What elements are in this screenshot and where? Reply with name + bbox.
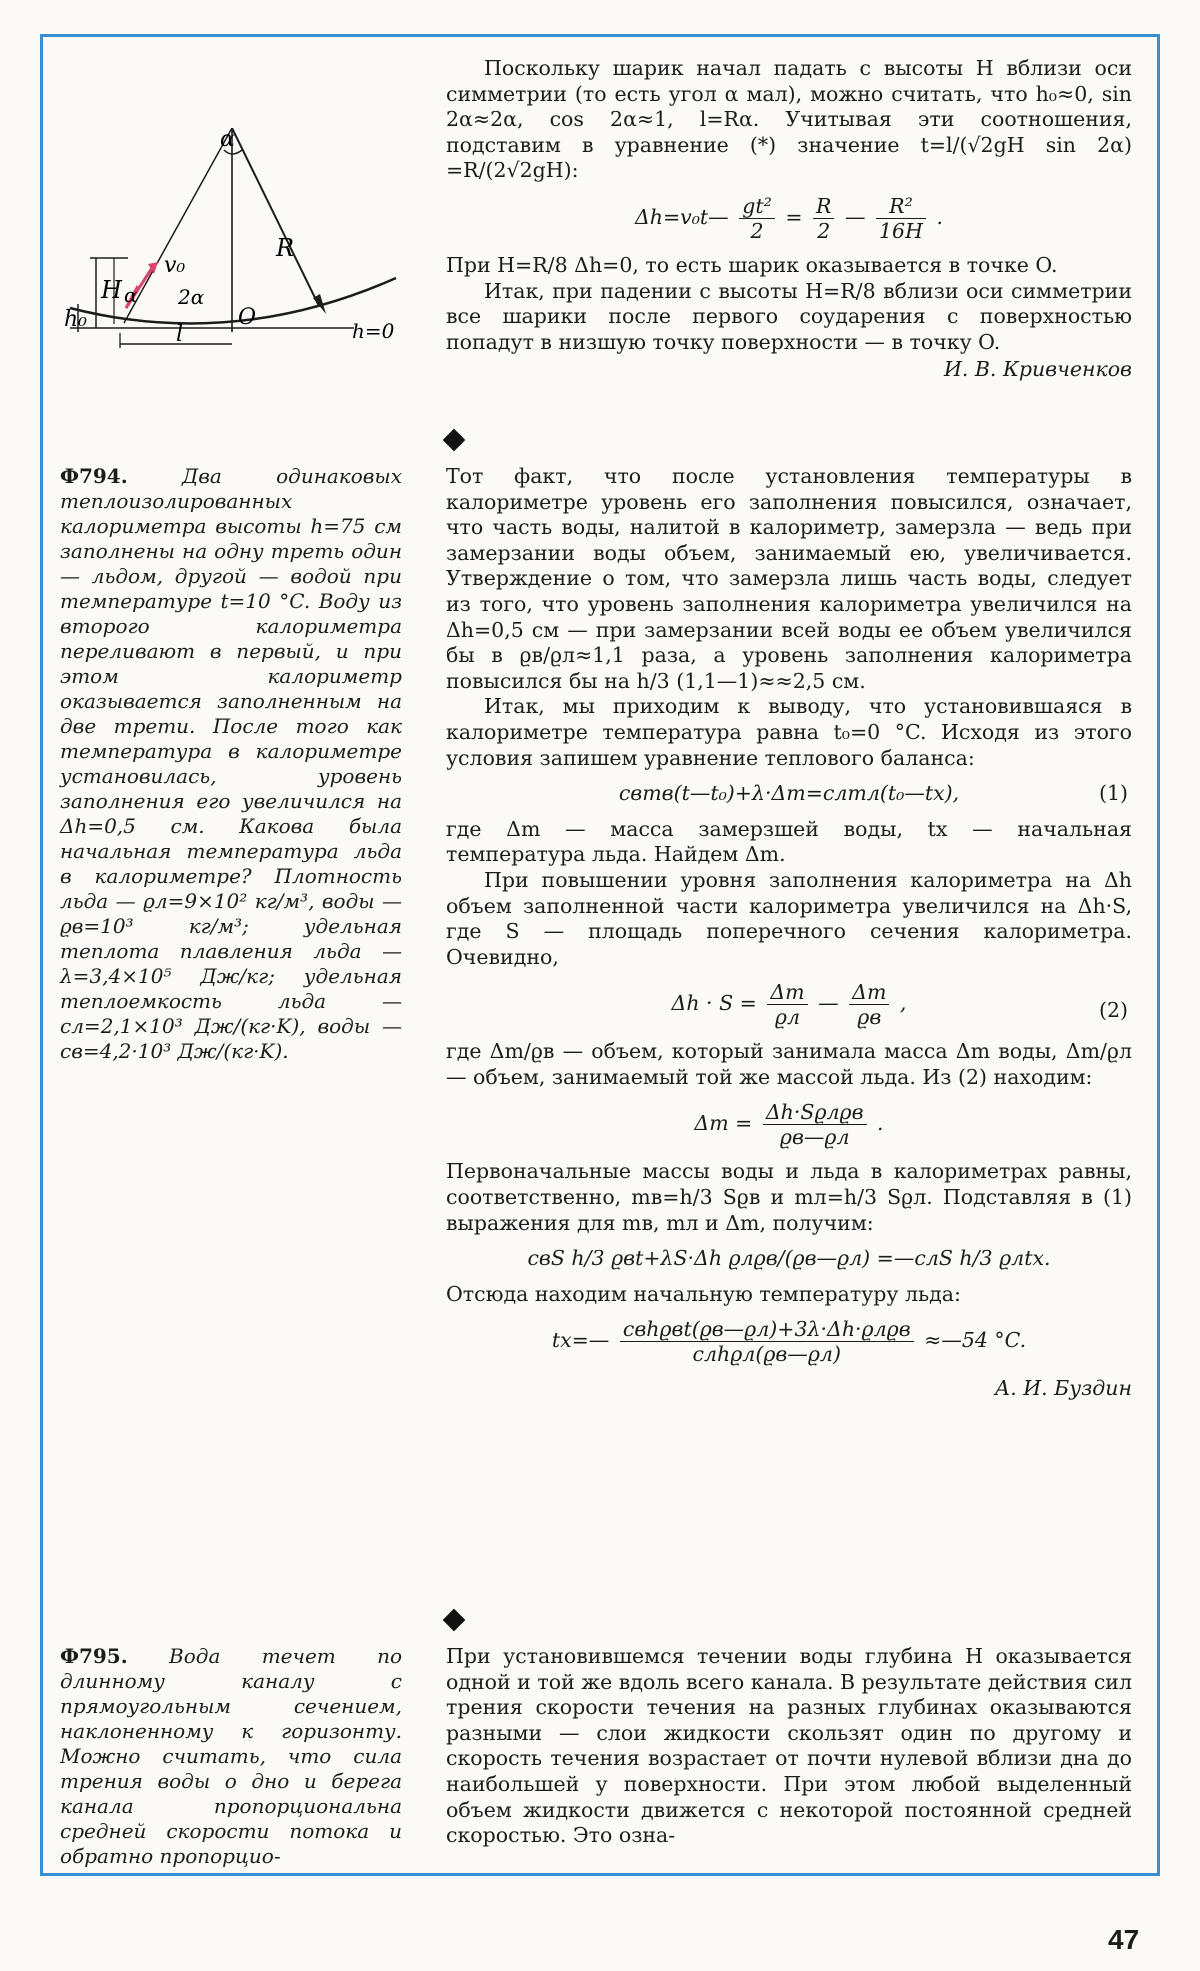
problem-794 [60, 464, 402, 1064]
solution-795 [446, 1644, 1132, 1849]
equation-balance: cвS h/3 ϱвt+λS·Δh ϱлϱв/(ϱв—ϱл) =—cлS h/3 ϱлtx. [527, 1246, 1051, 1271]
paragraph: Отсюда находим начальную температуру льда: [446, 1281, 961, 1306]
equation-dh: Δh=v₀t— $\frac{\text{gt²}}{2}$ = $\frac{R}{2}$ — $\frac{\text{R²}}{16H}$ . [634, 193, 944, 243]
paragraph: Итак, при падении с высоты H=R/8 вблизи оси симметрии все шарики после первого соударения с поверхностью попадут в низшую точку поверхности — в точку O. [446, 278, 1132, 354]
label-R: R [276, 234, 295, 262]
problem-number: Ф795. [60, 1644, 128, 1668]
author: И. В. Кривченков [943, 357, 1132, 382]
label-h0: h₀ [64, 307, 87, 332]
label-alpha-small: α [124, 283, 138, 307]
equation-1: cвmв(t—t₀)+λ·Δm=cлmл(t₀—tx), (1) [618, 781, 1128, 806]
paragraph: При установившемся течении воды глубина H оказывается одной и той же вдоль всего канала. В результате действия сил трения скорости течения на разных глубинах оказываются разными — слои жидкости скользят один по другому и скорость течения возрастает от почти нулевой вблизи дна до наибольшей у поверхности. При этом любой выделенный объем жидкости движется с некоторой постоянной средней скоростью. Это озна- [446, 1644, 1132, 1848]
problem-number: Ф794. [60, 464, 128, 488]
paragraph: где Δm/ϱв — объем, который занимала масса Δm воды, Δm/ϱл — объем, занимаемый той же массой льда. Из (2) находим: [446, 1039, 1132, 1089]
label-2alpha: 2α [178, 285, 205, 309]
label-l: l [176, 322, 184, 347]
equation-2: Δh · S = $\frac{\Delta m}{ϱл}$ — $\frac{\Delta m}{ϱв}$ , (2) [671, 980, 1128, 1030]
solution-794 [446, 464, 1132, 1402]
paragraph: Поскольку шарик начал падать с высоты H вблизи оси симметрии (то есть угол α мал), можно считать, что h₀≈0, sin 2α≈2α, cos 2α≈1, l=Rα. Учитывая эти соотношения, подставим в уравнение (*) значение t=l/(√2gH sin 2α) =R/(2√2gH): [446, 56, 1132, 183]
problem-text: Вода течет по длинному каналу с прямоугольным сечением, наклоненному к горизонту. Можно считать, что сила трения воды о дно и берега канала пропорциональна средней скорости потока и обратно пропорцио- [60, 1644, 402, 1868]
paragraph: где Δm — масса замерзшей воды, tx — начальная температура льда. Найдем Δm. [446, 816, 1132, 867]
paragraph: Итак, мы приходим к выводу, что установившаяся в калориметре температура равна t₀=0 °C. Исходя из этого условия запишем уравнение теплового баланса: [446, 694, 1132, 770]
radius-line [232, 128, 319, 306]
problem-795 [60, 1644, 402, 1869]
page-number: 47 [1108, 1924, 1140, 1955]
label-alpha: α [220, 128, 235, 152]
geometry-figure [64, 128, 404, 348]
label-O: O [238, 305, 257, 330]
author: А. И. Буздин [994, 1376, 1132, 1401]
paragraph: Тот факт, что после установления температуры в калориметре уровень его заполнения повысился, означает, что часть воды, налитой в калориметр, замерзла — ведь при замерзании воды объем, занимаемый ею, увеличивается. Утверждение о том, что замерзла лишь часть воды, следует из того, что уровень заполнения калориметра увеличился на Δh=0,5 см — при замерзании всей воды ее объем увеличился бы в ϱв/ϱл≈1,1 раза, а уровень заполнения калориметра повысился бы на h/3 (1,1—1)≈≈2,5 см. [446, 464, 1132, 693]
paragraph: Первоначальные массы воды и льда в калориметрах равны, соответственно, mв=h/3 Sϱв и mл=h/3 Sϱл. Подставляя в (1) выражения для mв, mл и Δm, получим: [446, 1159, 1132, 1235]
equation-tx: tx=— $\frac{\text{cвhϱвt(ϱв—ϱл)+3λ·Δh·ϱлϱв}}{\text{cлhϱл(ϱв—ϱл)}}$ ≈—54 °C. [551, 1317, 1027, 1367]
problem-text: Два одинаковых теплоизолированных калориметра высоты h=75 см заполнены на одну треть один — льдом, другой — водой при температуре t=10 °C. Воду из второго калориметра переливают в первый, и при этом калориметр оказывается заполненным на две трети. После того как температура в калориметре установилась, уровень заполнения его увеличился на Δh=0,5 см. Какова была начальная температура льда в калориметре? Плотность льда — ϱл=9×10² кг/м³, воды — ϱв=10³ кг/м³; удельная теплота плавления льда — λ=3,4×10⁵ Дж/кг; удельная теплоемкость льда — cл=2,1×10³ Дж/(кг·K), воды — cв=4,2·10³ Дж/(кг·K). [60, 464, 402, 1063]
label-H: H [101, 276, 122, 304]
label-v0: v₀ [164, 253, 186, 278]
solution-793 [446, 56, 1132, 383]
equation-dm: Δm = $\frac{\text{Δh·Sϱлϱв}}{ϱв—ϱл}$ . [694, 1100, 884, 1150]
label-h0-line: h=0 [352, 319, 395, 343]
paragraph: При H=R/8 Δh=0, то есть шарик оказывается в точке O. [446, 252, 1058, 277]
paragraph: При повышении уровня заполнения калориметра на Δh объем заполненной части калориметра увеличился на Δh·S, где S — площадь поперечного сечения калориметра. Очевидно, [446, 867, 1132, 969]
